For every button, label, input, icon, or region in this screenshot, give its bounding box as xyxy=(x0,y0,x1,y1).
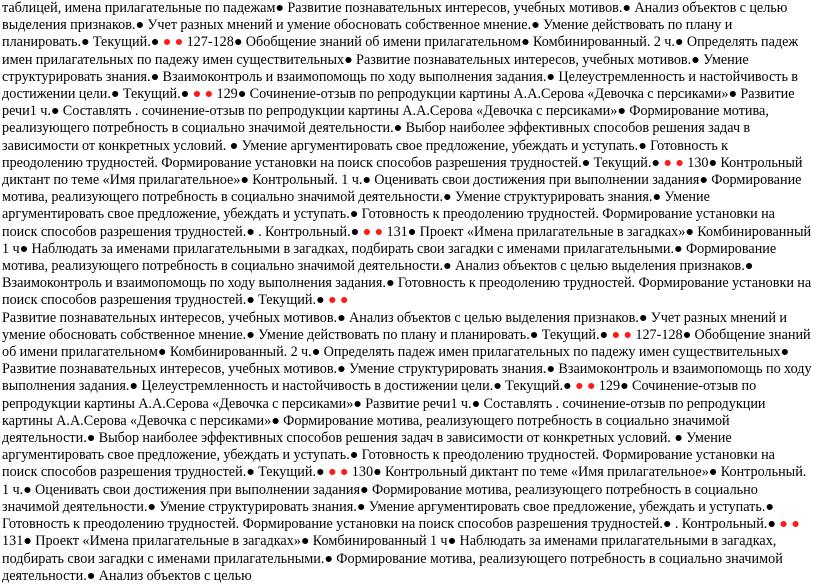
red-bullet-icon: ● xyxy=(663,154,672,171)
red-bullet-icon: ● xyxy=(675,154,684,171)
red-bullet-icon: ● xyxy=(779,516,788,533)
red-bullet-icon: ● xyxy=(192,86,202,103)
red-bullet-icon: ● xyxy=(611,326,621,343)
red-bullet-icon: ● xyxy=(327,464,337,481)
red-bullet-icon: ● xyxy=(204,86,214,103)
red-bullet-icon: ● xyxy=(174,34,184,51)
red-bullet-icon: ● xyxy=(362,223,372,240)
red-bullet-icon: ● xyxy=(162,34,172,51)
paragraph-1: таблицей, имена прилагательные по падежам● Развитие познавательных интересов, учебных мотивов.● Анализ объектов с целью выделения признаков.● Учет разных мнений и умение обосновать собственное мнение.● Умение действовать по плану и планировать.● Текущий.● ● ● 127-128● Обобщение знаний об имени прилагательном● Комбинированный. 2 ч.● Определять падеж имен прилагательных по падежу имен существительных● Развитие познавательных интересов, учебных мотивов.● Умение структурировать знания.● Взаимоконтроль и взаимопомощь по ходу выполнения задания.● Целеустремленность и настойчивость в достижении цели.● Текущий.● ● ● 129● Сочинение-отзыв по репродукции картины А.А.Серова «Девочка с персиками»● Развитие речи1 ч.● Составлять . сочинение-отзыв по репродукции картины А.А.Серова «Девочка с персиками»● Формирование мотива, реализующего потребность в социально значимой деятельности.● Выбор наиболее эффективных способов решения задач в зависимости от конкретных условий. ● Умение аргументировать свое предложение, убеждать и уступать.● Готовность к преодолению трудностей. Формирование установки на поиск способов разрешения трудностей.● Текущий.● ● ● 130● Контрольный диктант по теме «Имя прилагательное»● Контрольный. 1 ч.● Оценивать свои достижения при выполнении задания● Формирование мотива, реализующего потребность в социально значимой деятельности.● Умение структурировать знания.● Умение аргументировать свое предложение, убеждать и уступать.● Готовность к преодолению трудностей. Формирование установки на поиск способов разрешения трудностей.● . Контрольный.● ● ● 131● Проект «Имена прилагательные в загадках»● Комбинированный 1 ч● Наблюдать за именами прилагательными в загадках, подбирать свои загадки с именами прилагательными.● Формирование мотива, реализующего потребность в социально значимой деятельности.● Анализ объектов с целью выделения признаков.● Взаимоконтроль и взаимопомощь по ходу выполнения задания.● Готовность к преодолению трудностей. Формирование установки на поиск способов разрешения трудностей.● Текущий.● ● ● xyxy=(2,0,812,309)
red-bullet-icon: ● xyxy=(339,292,349,309)
red-bullet-icon: ● xyxy=(623,326,632,343)
red-bullet-icon: ● xyxy=(574,378,584,395)
red-bullet-icon: ● xyxy=(791,516,800,533)
red-bullet-icon: ● xyxy=(327,292,337,309)
red-bullet-icon: ● xyxy=(374,223,384,240)
paragraph-2: Развитие познавательных интересов, учебных мотивов.● Анализ объектов с целью выделения признаков.● Учет разных мнений и умение обосновать собственное мнение.● Умение действовать по плану и планировать.● Текущий.● ● ● 127-128● Обобщение знаний об имени прилагательном● Комбинированный. 2 ч.● Определять падеж имен прилагательных по падежу имен существительных● Развитие познавательных интересов, учебных мотивов.● Умение структурировать знания.● Взаимоконтроль и взаимопомощь по ходу выполнения задания.● Целеустремленность и настойчивость в достижении цели.● Текущий.● ● ● 129● Сочинение-отзыв по репродукции картины А.А.Серова «Девочка с персиками»● Развитие речи1 ч.● Составлять . сочинение-отзыв по репродукции картины А.А.Серова «Девочка с персиками»● Формирование мотива, реализующего потребность в социально значимой деятельности.● Выбор наиболее эффективных способов решения задач в зависимости от конкретных условий. ● Умение аргументировать свое предложение, убеждать и уступать.● Готовность к преодолению трудностей. Формирование установки на поиск способов разрешения трудностей.● Текущий.● ● ● 130● Контрольный диктант по теме «Имя прилагательное»● Контрольный. 1 ч.● Оценивать свои достижения при выполнении задания● Формирование мотива, реализующего потребность в социально значимой деятельности.● Умение структурировать знания.● Умение аргументировать свое предложение, убеждать и уступать.● Готовность к преодолению трудностей. Формирование установки на поиск способов разрешения трудностей.● . Контрольный.● ● ● 131● Проект «Имена прилагательные в загадках»● Комбинированный 1 ч● Наблюдать за именами прилагательными в загадках, подбирать свои загадки с именами прилагательными.● Формирование мотива, реализующего потребность в социально значимой деятельности.● Анализ объектов с целью xyxy=(2,309,812,584)
red-bullet-icon: ● xyxy=(339,464,349,481)
red-bullet-icon: ● xyxy=(586,378,596,395)
